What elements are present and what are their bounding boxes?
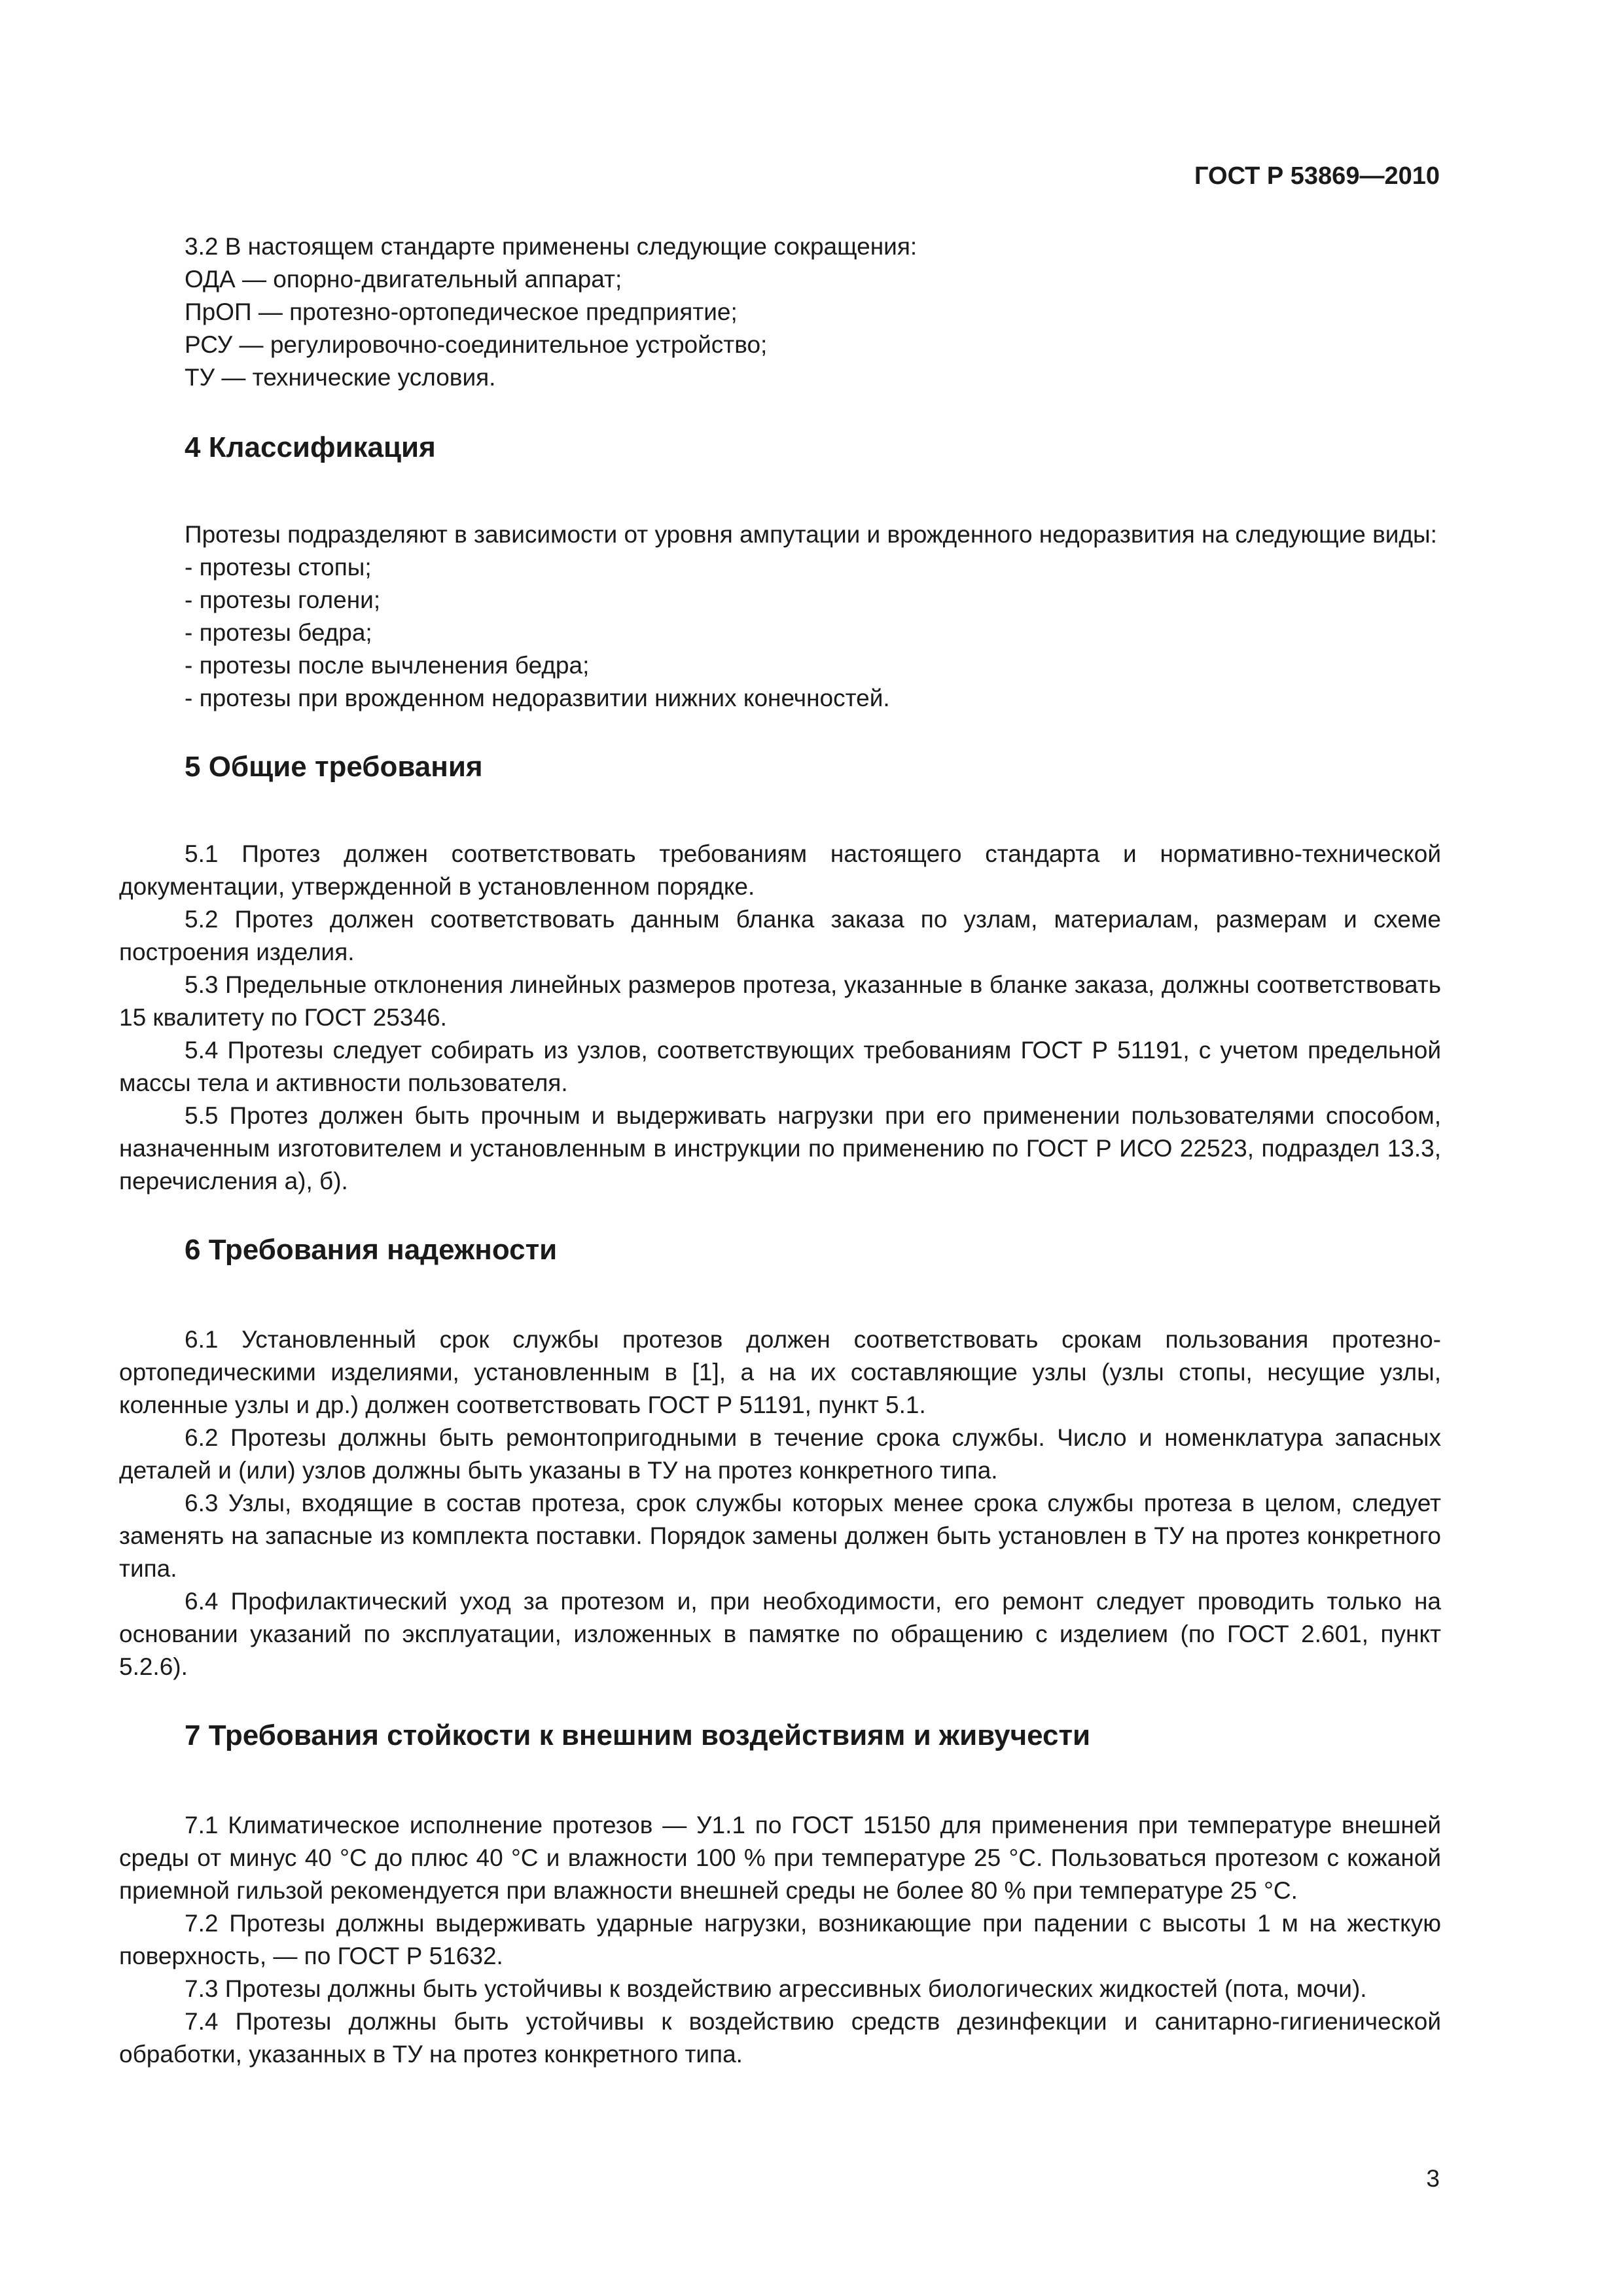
paragraph-6-2: 6.2 Протезы должны быть ремонтопригодными в течение срока службы. Число и номенклатура запасных деталей и (или) узлов должны быть указаны в ТУ на протез конкретного типа.	[119, 1424, 1441, 1484]
paragraph-5-1: 5.1 Протез должен соответствовать требованиям настоящего стандарта и нормативно-технической документации, утвержденной в установленном порядке.	[119, 840, 1441, 900]
abbreviation-item: ТУ — технические условия.	[185, 364, 496, 391]
list-item: - протезы бедра;	[185, 619, 372, 646]
paragraph-7-4: 7.4 Протезы должны быть устойчивы к воздействию средств дезинфекции и санитарно-гигиенической обработки, указанных в ТУ на протез конкретного типа.	[119, 2008, 1441, 2068]
abbreviations-block	[119, 230, 1441, 394]
page-content	[119, 230, 1441, 2071]
abbreviations-intro: 3.2 В настоящем стандарте применены следующие сокращения:	[185, 233, 918, 260]
paragraph-6-3: 6.3 Узлы, входящие в состав протеза, срок службы которых менее срока службы протеза в целом, следует заменять на запасные из комплекта поставки. Порядок замены должен быть установлен в ТУ на протез конкретного типа.	[119, 1490, 1441, 1582]
paragraph-5-3: 5.3 Предельные отклонения линейных размеров протеза, указанные в бланке заказа, должны соответствовать 15 квалитету по ГОСТ 25346.	[119, 971, 1441, 1031]
paragraph-7-1: 7.1 Климатическое исполнение протезов — У1.1 по ГОСТ 15150 для применения при температуре внешней среды от минус 40 °С до плюс 40 °С и влажности 100 % при температуре 25 °С. Пользоваться протезом с кожаной приемной гильзой рекомендуется при влажности внешней среды не более 80 % при температуре 25 °С.	[119, 1812, 1441, 1904]
abbreviation-item: ПрОП — протезно-ортопедическое предприятие;	[185, 298, 738, 325]
paragraph-6-1: 6.1 Установленный срок службы протезов должен соответствовать срокам пользования протезно-ортопедическими изделиями, установленным в [1], а на их составляющие узлы (узлы стопы, несущие узлы, коленные узлы и др.) должен соответствовать ГОСТ Р 51191, пункт 5.1.	[119, 1326, 1441, 1418]
abbreviation-item: ОДА — опорно-двигательный аппарат;	[185, 266, 622, 293]
section-heading-6: 6 Требования надежности	[185, 1234, 558, 1266]
paragraph-7-2: 7.2 Протезы должны выдерживать ударные нагрузки, возникающие при падении с высоты 1 м на жесткую поверхность, — по ГОСТ Р 51632.	[119, 1910, 1441, 1969]
list-item: - протезы стопы;	[185, 554, 372, 581]
paragraph-5-5: 5.5 Протез должен быть прочным и выдерживать нагрузки при его применении пользователями способом, назначенным изготовителем и установленным в инструкции по применению по ГОСТ Р ИСО 22523, подраздел 13.3, перечисления а), б).	[119, 1102, 1441, 1194]
paragraph-5-2: 5.2 Протез должен соответствовать данным бланка заказа по узлам, материалам, размерам и схеме построения изделия.	[119, 906, 1441, 965]
document-code: ГОСТ Р 53869—2010	[1194, 162, 1440, 190]
list-item: - протезы голени;	[185, 586, 381, 613]
list-item: - протезы при врожденном недоразвитии нижних конечностей.	[185, 685, 890, 711]
section4-intro: Протезы подразделяют в зависимости от уровня ампутации и врожденного недоразвития на следующие виды:	[185, 521, 1437, 548]
paragraph-5-4: 5.4 Протезы следует собирать из узлов, соответствующих требованиям ГОСТ Р 51191, с учетом предельной массы тела и активности пользователя.	[119, 1037, 1441, 1096]
page-number: 3	[1426, 2165, 1440, 2192]
abbreviation-item: РСУ — регулировочно-соединительное устройство;	[185, 331, 768, 358]
list-item: - протезы после вычленения бедра;	[185, 652, 590, 679]
section-heading-4: 4 Классификация	[185, 431, 436, 463]
paragraph-6-4: 6.4 Профилактический уход за протезом и, при необходимости, его ремонт следует проводить только на основании указаний по эксплуатации, изложенных в памятке по обращению с изделием (по ГОСТ 2.601, пункт 5.2.6).	[119, 1588, 1441, 1680]
paragraph-7-3: 7.3 Протезы должны быть устойчивы к воздействию агрессивных биологических жидкостей (пота, мочи).	[185, 1975, 1367, 2002]
section-heading-7: 7 Требования стойкости к внешним воздействиям и живучести	[185, 1719, 1091, 1751]
section-heading-5: 5 Общие требования	[185, 751, 483, 783]
